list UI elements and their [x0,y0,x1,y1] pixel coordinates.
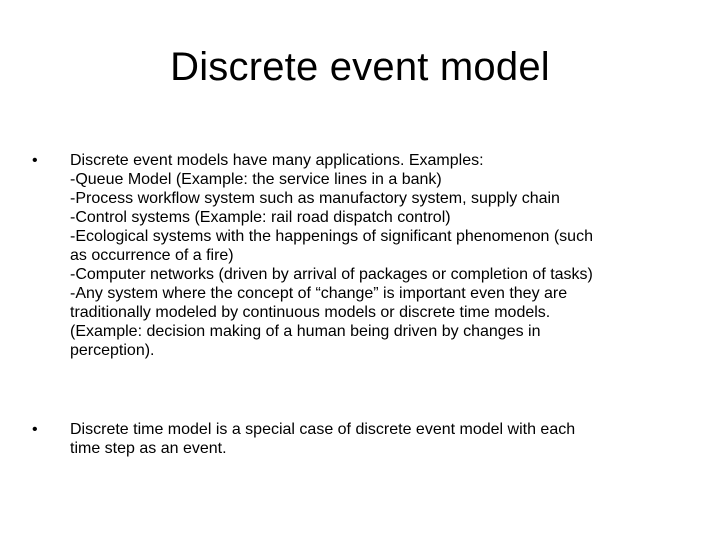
bullet-row [32,151,692,360]
bullet-row [32,420,692,458]
bullet-item-discrete-time [32,420,692,458]
bullet-line: Discrete event models have many applications. Examples: [70,152,484,169]
bullet-line: (Example: decision making of a human being driven by changes in [70,323,541,340]
bullet-line: perception). [70,342,155,359]
bullet-text [70,151,692,360]
bullet-marker: • [32,152,38,169]
bullet-line: -Any system where the concept of “change” is important even they are [70,285,568,302]
bullet-line: -Computer networks (driven by arrival of packages or completion of tasks) [70,266,593,283]
bullet-line: -Ecological systems with the happenings of significant phenomenon (such [70,228,593,245]
bullet-text [70,420,692,458]
bullet-line: Discrete time model is a special case of discrete event model with each [70,421,576,438]
bullet-line: -Process workflow system such as manufactory system, supply chain [70,190,560,207]
bullet-line: -Control systems (Example: rail road dispatch control) [70,209,451,226]
bullet-line: as occurrence of a fire) [70,247,234,264]
bullet-line: traditionally modeled by continuous models or discrete time models. [70,304,551,321]
slide-title: Discrete event model [170,45,550,89]
bullet-line: time step as an event. [70,440,227,457]
bullet-line: -Queue Model (Example: the service lines in a bank) [70,171,442,188]
bullet-marker: • [32,421,38,438]
bullet-item-applications [32,151,692,360]
